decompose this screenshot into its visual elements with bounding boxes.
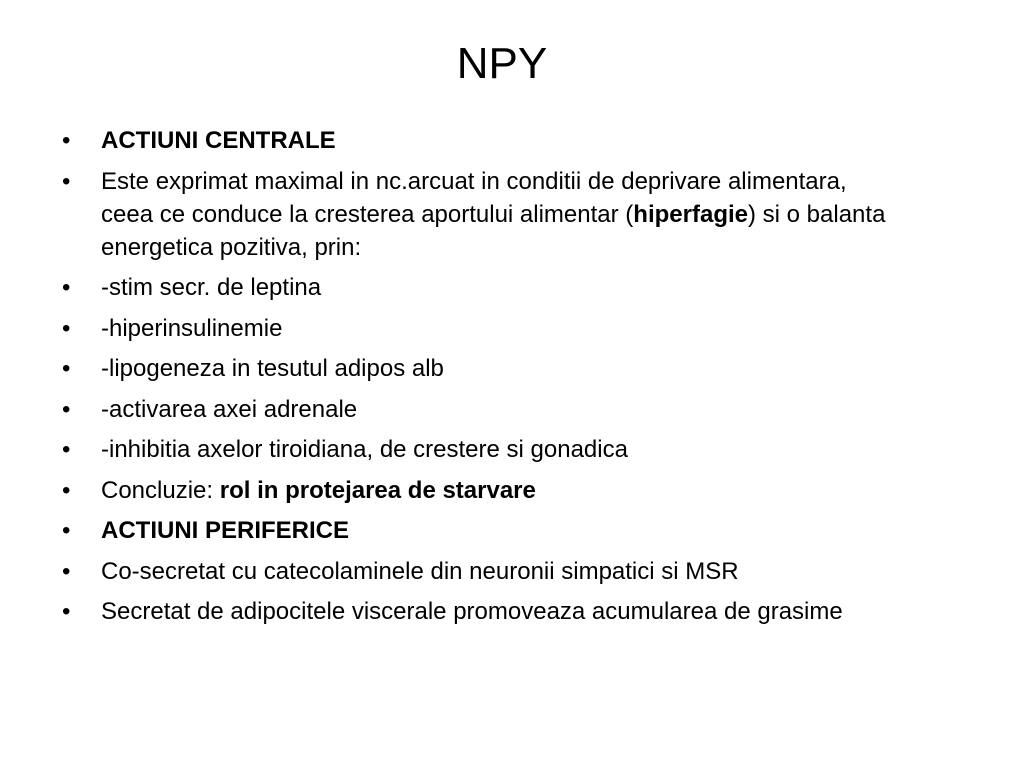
bullet-text-bold: ACTIUNI CENTRALE: [101, 127, 336, 154]
bullet-icon: •: [62, 476, 71, 504]
bullet-icon: •: [62, 314, 71, 342]
bullet-item-exprimat: [62, 165, 892, 264]
bullet-icon: •: [62, 127, 71, 154]
bullet-item-actiuni-periferice: [62, 514, 892, 547]
bullet-text-pre: Concluzie:: [101, 476, 220, 504]
bullet-text-bold: ACTIUNI PERIFERICE: [101, 517, 350, 544]
bullet-icon: •: [62, 517, 71, 544]
bullet-item-actiuni-centrale: [62, 124, 892, 157]
bullet-item-concluzie: [62, 474, 892, 507]
bullet-icon: •: [62, 355, 71, 382]
bullet-item-leptina: [62, 271, 892, 304]
bullet-text-pre: Este exprimat maximal in nc.arcuat in conditii de deprivare alimentara, ceea ce conduce la cresterea aportului alimentar (: [101, 167, 847, 228]
bullet-text-pre: Secretat de adipocitele viscerale promoveaza acumularea de grasime: [101, 598, 843, 625]
bullet-icon: •: [62, 395, 71, 423]
slide-title-text: NPY: [456, 39, 548, 88]
bullet-list: [62, 124, 892, 636]
bullet-text-pre: -inhibitia axelor tiroidiana, de crestere si gonadica: [101, 436, 628, 463]
bullet-text-bold: rol in protejarea de starvare: [219, 476, 536, 504]
bullet-text-pre: Co-secretat cu catecolaminele din neuronii simpatici si MSR: [101, 557, 739, 585]
bullet-text-pre: -stim secr. de leptina: [101, 274, 322, 301]
bullet-item-inhibitia: [62, 433, 892, 466]
bullet-item-lipogeneza: [62, 352, 892, 385]
bullet-text-pre: -hiperinsulinemie: [101, 314, 283, 342]
bullet-text-bold: hiperfagie: [633, 200, 748, 228]
bullet-text-post: ) si o balanta energetica pozitiva, prin:: [101, 200, 886, 261]
bullet-icon: •: [62, 598, 71, 625]
bullet-text-pre: -lipogeneza in tesutul adipos alb: [101, 355, 444, 382]
slide-title: [0, 36, 1024, 92]
bullet-item-adipocitele: [62, 595, 892, 628]
bullet-icon: •: [62, 557, 71, 585]
bullet-icon: •: [62, 167, 71, 195]
bullet-item-co-secretat: [62, 555, 892, 588]
bullet-icon: •: [62, 274, 71, 301]
bullet-item-axei-adrenale: [62, 393, 892, 426]
bullet-icon: •: [62, 436, 71, 463]
bullet-item-hiperinsulinemie: [62, 312, 892, 345]
bullet-text-pre: -activarea axei adrenale: [101, 395, 358, 423]
